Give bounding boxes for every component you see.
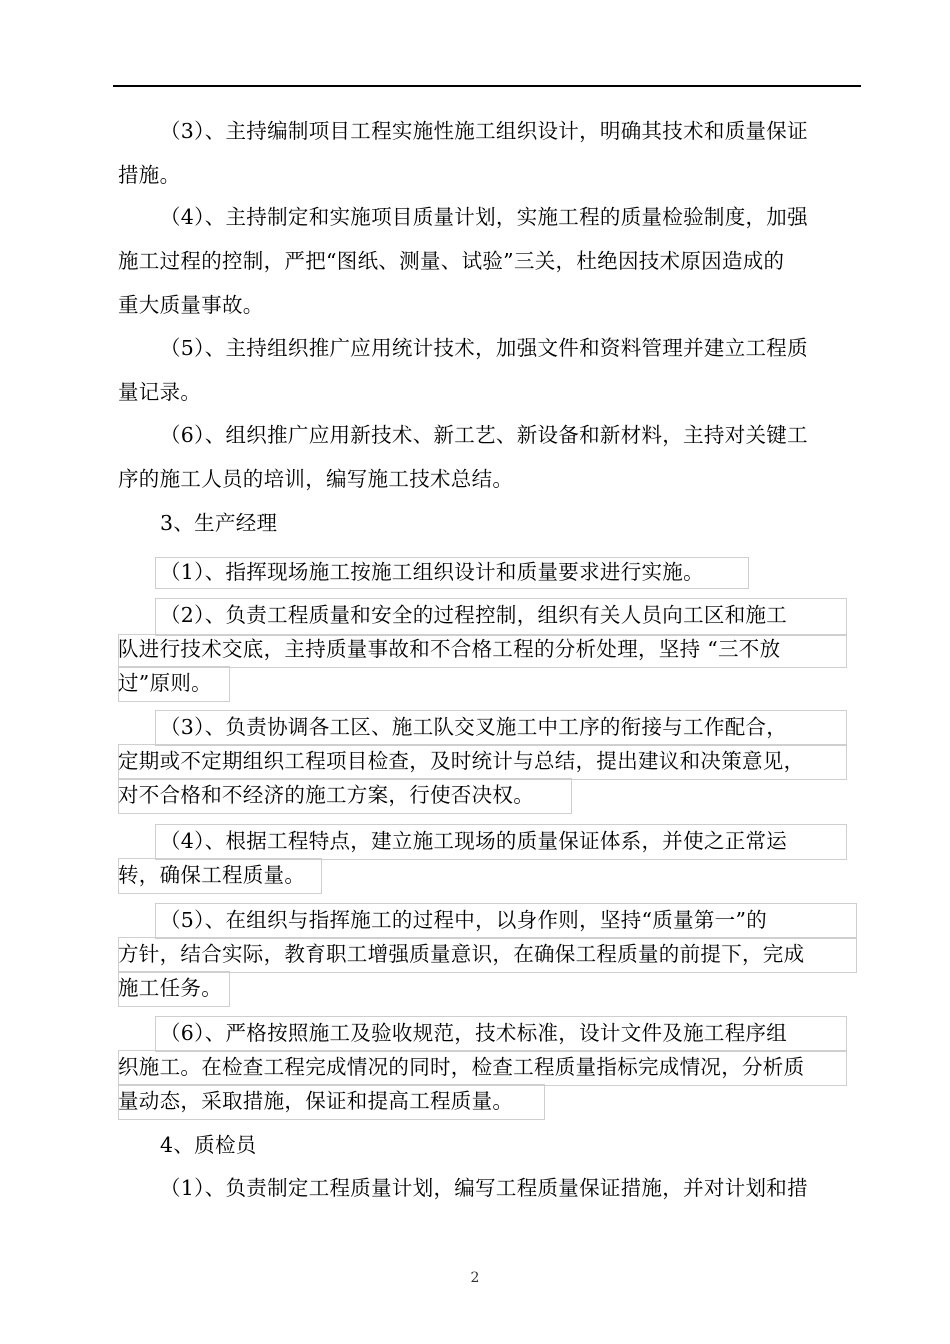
paragraph-line: 量动态，采取措施，保证和提高工程质量。 [118, 1089, 514, 1113]
paragraph-line: 措施。 [118, 163, 181, 187]
paragraph-line: （4）、主持制定和实施项目质量计划，实施工程的质量检验制度，加强 [160, 205, 808, 229]
paragraph-line: （1）、指挥现场施工按施工组织设计和质量要求进行实施。 [160, 560, 704, 584]
paragraph-line: 施工过程的控制，严把“图纸、测量、试验”三关，杜绝因技术原因造成的 [118, 249, 785, 273]
header-rule [113, 85, 861, 87]
paragraph-line: （4）、根据工程特点，建立施工现场的质量保证体系，并使之正常运 [160, 829, 788, 853]
paragraph-line: 定期或不定期组织工程项目检查，及时统计与总结，提出建议和决策意见， [118, 749, 805, 773]
paragraph-line: 过”原则。 [118, 671, 212, 695]
paragraph-line: 重大质量事故。 [118, 293, 264, 317]
paragraph-line: 量记录。 [118, 380, 202, 404]
paragraph-line: （6）、严格按照施工及验收规范，技术标准，设计文件及施工程序组 [160, 1021, 788, 1045]
paragraph-line: 序的施工人员的培训，编写施工技术总结。 [118, 467, 514, 491]
paragraph-line: （3）、负责协调各工区、施工队交叉施工中工序的衔接与工作配合， [160, 715, 788, 739]
paragraph-line: 方针，结合实际，教育职工增强质量意识，在确保工程质量的前提下，完成 [118, 942, 805, 966]
paragraph-line: （6）、组织推广应用新技术、新工艺、新设备和新材料，主持对关键工 [160, 423, 808, 447]
paragraph-line: （5）、主持组织推广应用统计技术，加强文件和资料管理并建立工程质 [160, 336, 808, 360]
paragraph-line: 队进行技术交底，主持质量事故和不合格工程的分析处理，坚持 “三不放 [118, 637, 781, 661]
paragraph-line: 施工任务。 [118, 976, 222, 1000]
paragraph-line: 织施工。在检查工程完成情况的同时，检查工程质量指标完成情况，分析质 [118, 1055, 805, 1079]
paragraph-line: （2）、负责工程质量和安全的过程控制，组织有关人员向工区和施工 [160, 603, 788, 627]
paragraph-line: 对不合格和不经济的施工方案，行使否决权。 [118, 783, 534, 807]
paragraph-line: （1）、负责制定工程质量计划，编写工程质量保证措施，并对计划和措 [160, 1176, 808, 1200]
paragraph-line: （5）、在组织与指挥施工的过程中，以身作则，坚持“质量第一”的 [160, 908, 768, 932]
paragraph-line: （3）、主持编制项目工程实施性施工组织设计，明确其技术和质量保证 [160, 119, 808, 143]
section-heading: 4、质检员 [160, 1133, 257, 1157]
page-number: 2 [470, 1270, 480, 1286]
paragraph-line: 转，确保工程质量。 [118, 863, 306, 887]
section-heading: 3、生产经理 [160, 511, 278, 535]
